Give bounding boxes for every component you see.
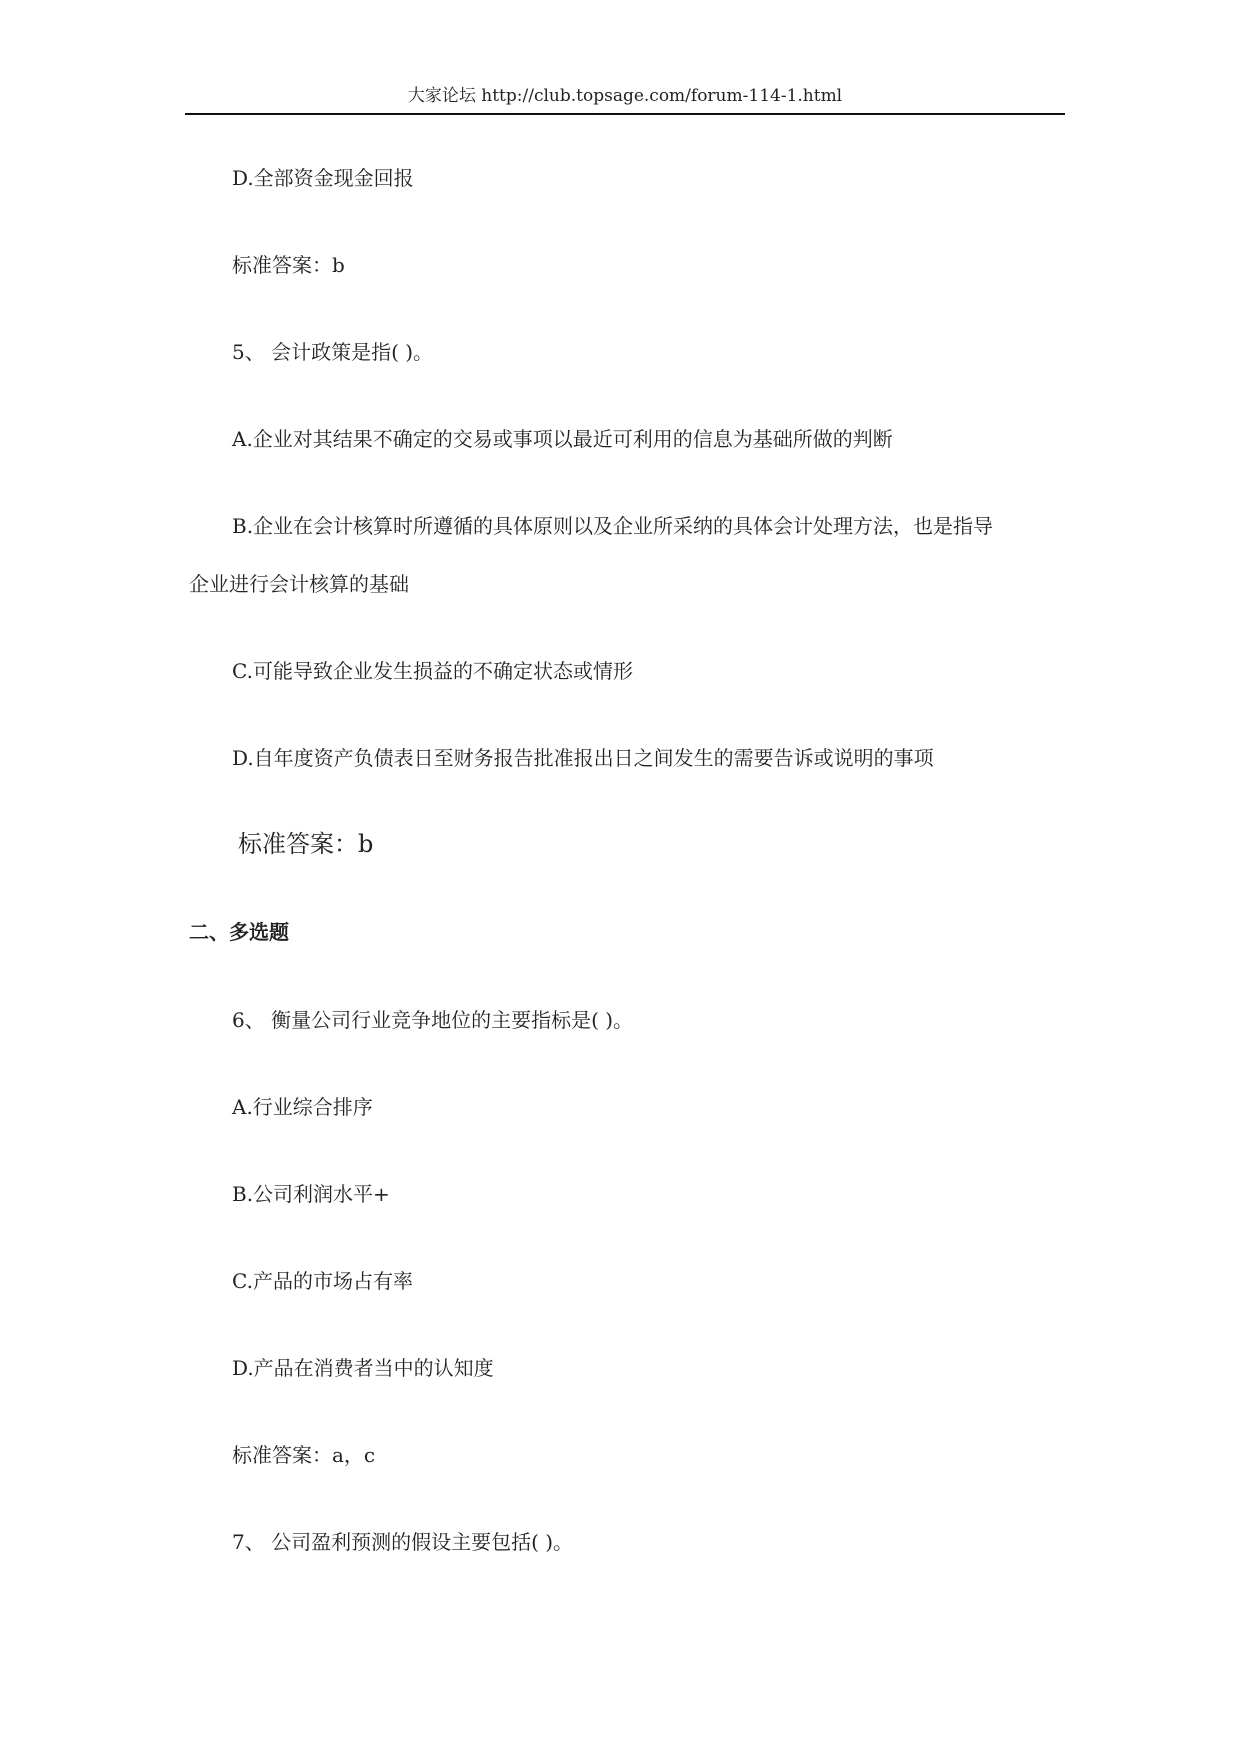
q6-question: 6、 衡量公司行业竞争地位的主要指标是( )。 bbox=[232, 1008, 634, 1032]
q4-answer: 标准答案：b bbox=[232, 253, 345, 277]
header-divider bbox=[185, 113, 1065, 115]
q5-question: 5、 会计政策是指( )。 bbox=[232, 340, 434, 364]
q5-option-b-line1: B.企业在会计核算时所遵循的具体原则以及企业所采纳的具体会计处理方法，也是指导 bbox=[232, 514, 994, 538]
q6-option-b: B.公司利润水平+ bbox=[232, 1182, 390, 1206]
q5-option-c: C.可能导致企业发生损益的不确定状态或情形 bbox=[232, 659, 633, 683]
page-header: 大家论坛 http://club.topsage.com/forum-114-1.html bbox=[407, 86, 843, 106]
q6-option-a: A.行业综合排序 bbox=[232, 1095, 373, 1119]
q7-question: 7、 公司盈利预测的假设主要包括( )。 bbox=[232, 1530, 574, 1554]
section-title: 二、多选题 bbox=[189, 920, 289, 944]
q5-option-a: A.企业对其结果不确定的交易或事项以最近可利用的信息为基础所做的判断 bbox=[232, 427, 893, 451]
q6-option-d: D.产品在消费者当中的认知度 bbox=[232, 1356, 494, 1380]
q6-option-c: C.产品的市场占有率 bbox=[232, 1269, 413, 1293]
q5-answer: 标准答案：b bbox=[238, 830, 374, 858]
q6-answer: 标准答案：a，c bbox=[232, 1443, 376, 1467]
q5-option-d: D.自年度资产负债表日至财务报告批准报出日之间发生的需要告诉或说明的事项 bbox=[232, 746, 934, 770]
q5-option-b-line2: 企业进行会计核算的基础 bbox=[189, 572, 409, 596]
q4-option-d: D.全部资金现金回报 bbox=[232, 166, 414, 190]
